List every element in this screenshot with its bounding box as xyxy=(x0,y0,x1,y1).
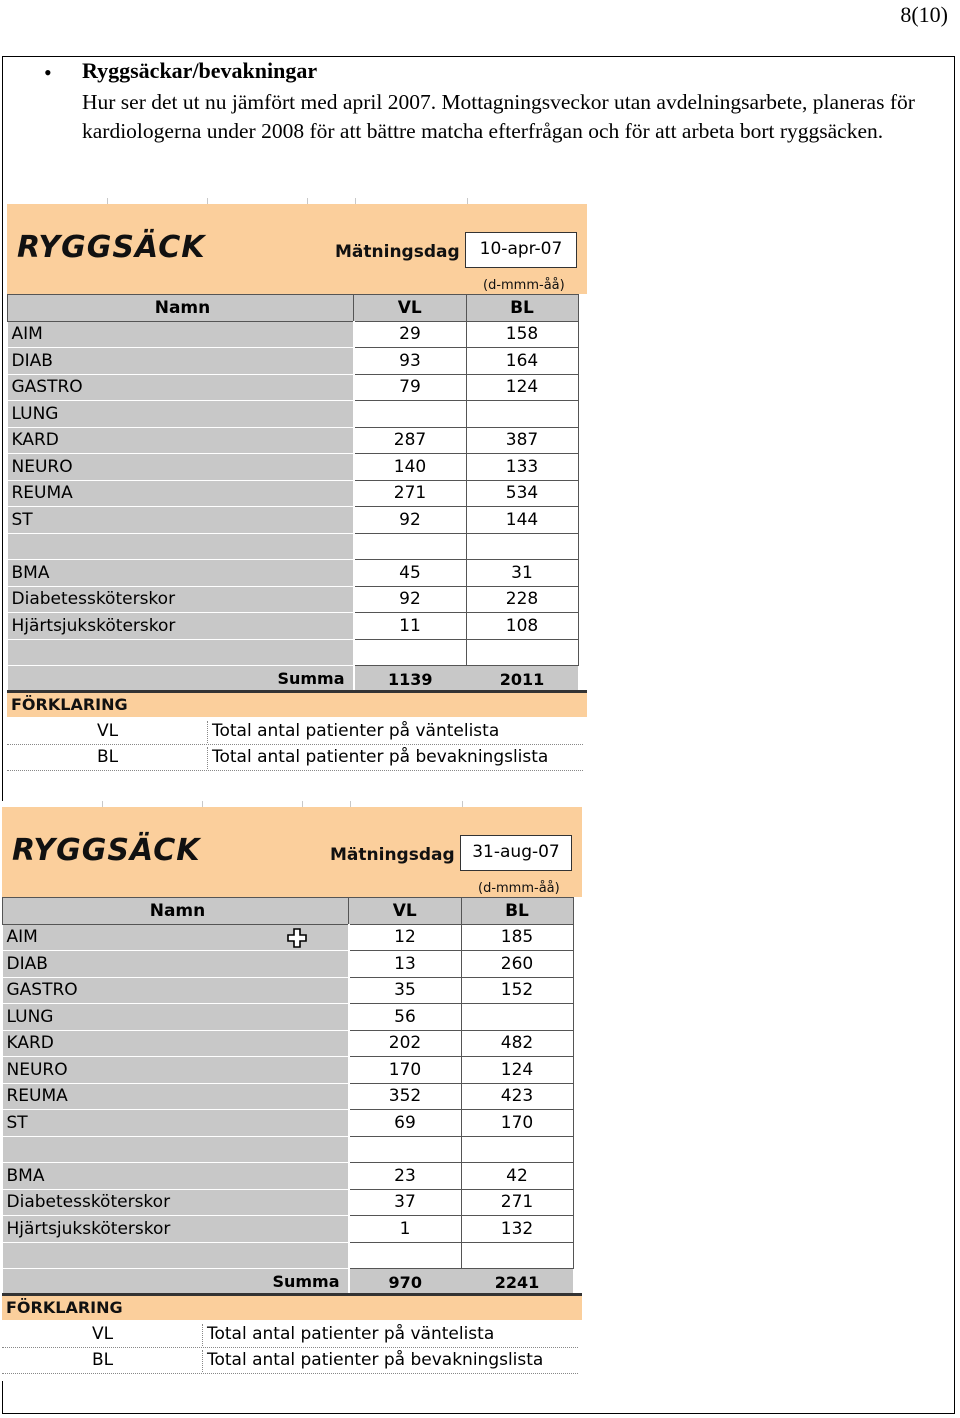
row-name[interactable]: KARD xyxy=(8,427,354,454)
row-name[interactable]: ST xyxy=(3,1110,349,1137)
explanation-row xyxy=(2,1321,578,1348)
table-row xyxy=(8,639,579,666)
row-name[interactable]: LUNG xyxy=(3,1004,349,1031)
row-name[interactable]: REUMA xyxy=(8,480,354,507)
column-header-vl: VL xyxy=(349,898,462,925)
table-row xyxy=(3,1057,574,1084)
row-bl[interactable]: 185 xyxy=(461,924,573,951)
row-bl[interactable]: 482 xyxy=(461,1030,573,1057)
row-vl[interactable]: 12 xyxy=(349,924,462,951)
sum-vl[interactable]: 970 xyxy=(349,1269,462,1296)
sheet-title: RYGGSÄCK xyxy=(17,230,206,265)
row-name[interactable]: KARD xyxy=(3,1030,349,1057)
row-name[interactable]: LUNG xyxy=(8,401,354,428)
row-name[interactable]: BMA xyxy=(3,1163,349,1190)
column-header-bl: BL xyxy=(466,295,578,322)
explanation-row xyxy=(2,1347,578,1374)
row-vl[interactable]: 92 xyxy=(354,507,467,534)
column-header-vl: VL xyxy=(354,295,467,322)
page-number: 8(10) xyxy=(900,2,948,27)
row-vl[interactable] xyxy=(349,1136,462,1163)
row-name[interactable] xyxy=(8,533,354,560)
date-format-hint: (d-mmm-åå) xyxy=(478,881,560,896)
row-bl[interactable]: 42 xyxy=(461,1163,573,1190)
table-row xyxy=(8,454,579,481)
explanation-text: Total antal patienter på väntelista xyxy=(207,721,584,743)
explanation-band xyxy=(2,1293,582,1320)
row-vl[interactable]: 1 xyxy=(349,1216,462,1243)
row-vl[interactable]: 140 xyxy=(354,454,467,481)
table-row xyxy=(8,507,579,534)
column-header-bl: BL xyxy=(461,898,573,925)
row-bl[interactable]: 260 xyxy=(461,951,573,978)
row-vl[interactable]: 92 xyxy=(354,586,467,613)
row-name[interactable] xyxy=(8,639,354,666)
row-bl[interactable] xyxy=(461,1242,573,1269)
row-name[interactable]: BMA xyxy=(8,560,354,587)
row-name[interactable] xyxy=(3,1242,349,1269)
explanation-text: Total antal patienter på bevakningslista xyxy=(207,747,584,769)
table-row xyxy=(8,560,579,587)
sheet-title: RYGGSÄCK xyxy=(12,833,201,868)
table-row xyxy=(3,1136,574,1163)
table-row xyxy=(8,348,579,375)
row-bl[interactable]: 132 xyxy=(461,1216,573,1243)
row-bl[interactable]: 423 xyxy=(461,1083,573,1110)
row-bl[interactable]: 133 xyxy=(466,454,578,481)
sum-bl[interactable]: 2011 xyxy=(466,666,578,693)
explanation-title: FÖRKLARING xyxy=(6,1298,123,1317)
date-label: Mätningsdag xyxy=(330,845,455,865)
row-name[interactable]: Hjärtsjuksköterskor xyxy=(3,1216,349,1243)
row-vl[interactable]: 93 xyxy=(354,348,467,375)
date-label: Mätningsdag xyxy=(335,242,460,262)
table-row xyxy=(8,374,579,401)
table-row xyxy=(3,1004,574,1031)
data-table xyxy=(7,294,579,693)
table-row xyxy=(3,1189,574,1216)
row-bl[interactable]: 534 xyxy=(466,480,578,507)
explanation-key: BL xyxy=(97,747,119,767)
row-name[interactable]: NEURO xyxy=(3,1057,349,1084)
explanation-band xyxy=(7,690,587,717)
section-paragraph: Hur ser det ut nu jämfört med april 2007. Mottagningsveckor utan avdelningsarbete, planeras för kardiologerna under 2008 för att bättre matcha efterfrågan och för att arbeta bort ryggsäcken. xyxy=(82,90,915,143)
row-vl[interactable]: 69 xyxy=(349,1110,462,1137)
table-row xyxy=(3,951,574,978)
table-row xyxy=(3,977,574,1004)
explanation-text: Total antal patienter på bevakningslista xyxy=(202,1350,579,1372)
row-bl[interactable]: 144 xyxy=(466,507,578,534)
table-row xyxy=(3,1030,574,1057)
row-bl[interactable] xyxy=(466,639,578,666)
table-row xyxy=(8,480,579,507)
sum-label: Summa xyxy=(8,666,354,693)
table-row xyxy=(8,401,579,428)
row-name[interactable]: ST xyxy=(8,507,354,534)
row-bl[interactable]: 164 xyxy=(466,348,578,375)
row-name[interactable]: Diabetessköterskor xyxy=(8,586,354,613)
row-vl[interactable]: 287 xyxy=(354,427,467,454)
cell-cursor-icon xyxy=(287,928,307,948)
table-row xyxy=(8,533,579,560)
row-vl[interactable]: 170 xyxy=(349,1057,462,1084)
spreadsheet-april xyxy=(7,198,587,776)
date-format-hint: (d-mmm-åå) xyxy=(483,278,565,293)
row-vl[interactable]: 35 xyxy=(349,977,462,1004)
row-vl[interactable]: 37 xyxy=(349,1189,462,1216)
row-bl[interactable] xyxy=(461,1004,573,1031)
table-row xyxy=(3,1242,574,1269)
row-vl[interactable]: 13 xyxy=(349,951,462,978)
row-vl[interactable]: 45 xyxy=(354,560,467,587)
table-row xyxy=(8,427,579,454)
column-header-namn: Namn xyxy=(3,898,349,925)
row-name[interactable]: REUMA xyxy=(3,1083,349,1110)
table-row xyxy=(3,1083,574,1110)
sum-bl[interactable]: 2241 xyxy=(461,1269,573,1296)
explanation-key: VL xyxy=(92,1324,114,1344)
data-table xyxy=(2,897,574,1296)
row-bl[interactable] xyxy=(461,1136,573,1163)
row-vl[interactable] xyxy=(354,401,467,428)
row-bl[interactable]: 158 xyxy=(466,321,578,348)
row-name[interactable]: Hjärtsjuksköterskor xyxy=(8,613,354,640)
row-vl[interactable]: 202 xyxy=(349,1030,462,1057)
sum-label: Summa xyxy=(3,1269,349,1296)
table-row xyxy=(8,321,579,348)
row-vl[interactable]: 56 xyxy=(349,1004,462,1031)
row-bl[interactable]: 387 xyxy=(466,427,578,454)
spreadsheet-august xyxy=(2,801,582,1381)
title-band xyxy=(2,807,582,897)
sum-row xyxy=(3,1269,574,1296)
row-bl[interactable]: 108 xyxy=(466,613,578,640)
row-name[interactable]: GASTRO xyxy=(3,977,349,1004)
row-name[interactable]: DIAB xyxy=(8,348,354,375)
row-bl[interactable] xyxy=(466,401,578,428)
row-name[interactable]: Diabetessköterskor xyxy=(3,1189,349,1216)
row-name[interactable]: AIM xyxy=(3,924,349,951)
row-bl[interactable]: 271 xyxy=(461,1189,573,1216)
row-vl[interactable] xyxy=(354,533,467,560)
table-row xyxy=(8,613,579,640)
row-name[interactable]: NEURO xyxy=(8,454,354,481)
row-name[interactable]: AIM xyxy=(8,321,354,348)
explanation-row xyxy=(7,744,583,771)
table-row xyxy=(3,1110,574,1137)
row-bl[interactable]: 228 xyxy=(466,586,578,613)
date-cell[interactable]: 10-apr-07 xyxy=(465,232,577,268)
row-vl[interactable] xyxy=(349,1242,462,1269)
column-header-namn: Namn xyxy=(8,295,354,322)
row-bl[interactable]: 152 xyxy=(461,977,573,1004)
row-bl[interactable]: 170 xyxy=(461,1110,573,1137)
explanation-title: FÖRKLARING xyxy=(11,695,128,714)
row-vl[interactable]: 11 xyxy=(354,613,467,640)
row-bl[interactable]: 31 xyxy=(466,560,578,587)
row-bl[interactable]: 124 xyxy=(461,1057,573,1084)
bullet-icon: • xyxy=(44,60,52,85)
row-bl[interactable] xyxy=(466,533,578,560)
explanation-key: VL xyxy=(97,721,119,741)
explanation-key: BL xyxy=(92,1350,114,1370)
table-row xyxy=(3,1216,574,1243)
table-row xyxy=(8,586,579,613)
row-vl[interactable]: 23 xyxy=(349,1163,462,1190)
date-cell[interactable]: 31-aug-07 xyxy=(460,835,572,871)
row-vl[interactable]: 271 xyxy=(354,480,467,507)
row-name[interactable]: GASTRO xyxy=(8,374,354,401)
sum-vl[interactable]: 1139 xyxy=(354,666,467,693)
title-band xyxy=(7,204,587,294)
row-vl[interactable]: 352 xyxy=(349,1083,462,1110)
row-bl[interactable]: 124 xyxy=(466,374,578,401)
row-vl[interactable]: 29 xyxy=(354,321,467,348)
sum-row xyxy=(8,666,579,693)
explanation-row xyxy=(7,718,583,745)
explanation-text: Total antal patienter på väntelista xyxy=(202,1324,579,1346)
row-name[interactable]: DIAB xyxy=(3,951,349,978)
table-header-row xyxy=(8,295,579,322)
table-header-row xyxy=(3,898,574,925)
row-vl[interactable]: 79 xyxy=(354,374,467,401)
table-row xyxy=(3,1163,574,1190)
row-name[interactable] xyxy=(3,1136,349,1163)
section-heading: Ryggsäckar/bevakningar xyxy=(82,58,318,83)
row-vl[interactable] xyxy=(354,639,467,666)
